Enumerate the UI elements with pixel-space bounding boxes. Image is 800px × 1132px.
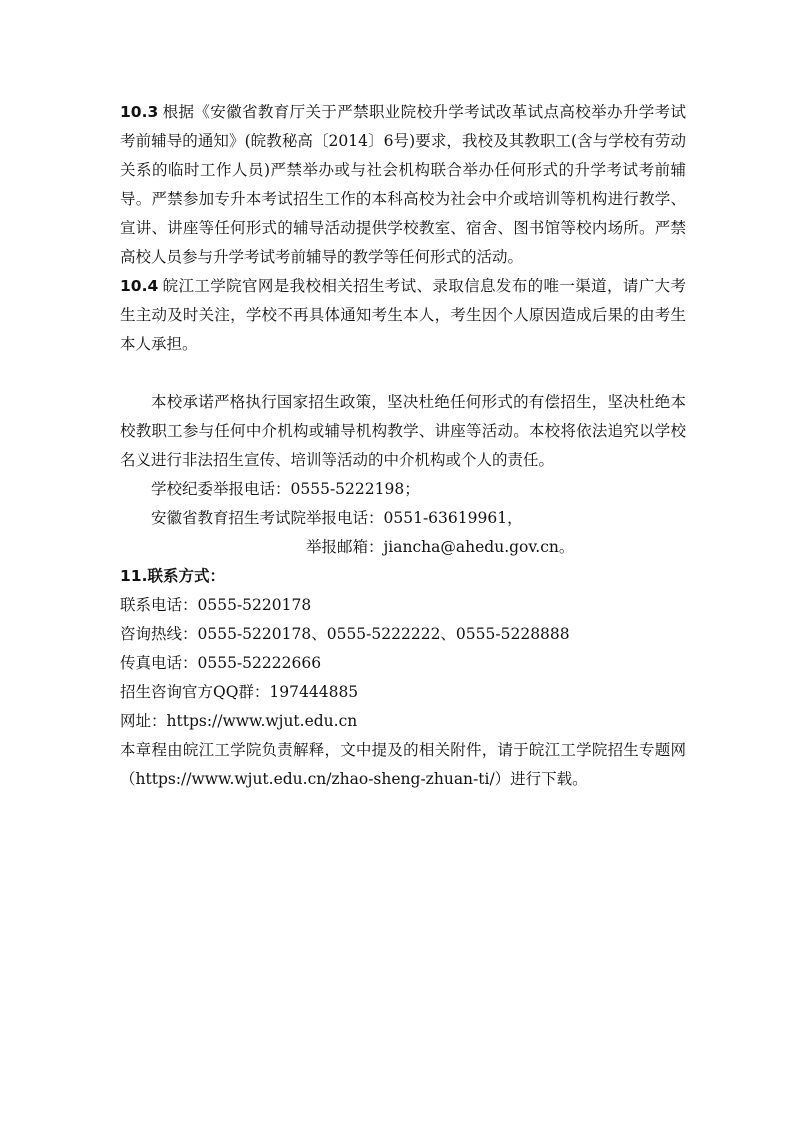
item-number: 10.3 [120, 103, 159, 121]
section-10-4 [120, 272, 686, 359]
item-number: 10.4 [120, 277, 159, 295]
contact-phone: 联系电话：0555-5220178 [120, 596, 312, 614]
contact-hotline: 咨询热线：0555-5220178、0555-5222222、0555-5228888 [120, 625, 570, 643]
item-text: 皖江工学院官网是我校相关招生考试、录取信息发布的唯一渠道，请广大考生主动及时关注，学校不再具体通知考生本人，考生因个人原因造成后果的由考生本人承担。 [120, 277, 686, 353]
document-page [120, 98, 686, 794]
contact-qq-group: 招生咨询官方QQ群：197444885 [120, 683, 359, 701]
item-text: 根据《安徽省教育厅关于严禁职业院校升学考试改革试点高校举办升学考试考前辅导的通知》(皖教秘高〔2014〕6号)要求，我校及其教职工(含与学校有劳动关系的临时工作人员)严禁举办或与社会机构联合举办任何形式的升学考试考前辅导。严禁参加专升本考试招生工作的本科高校为社会中介或培训等机构进行教学、宣讲、讲座等任何形式的辅导活动提供学校教室、宿舍、图书馆等校内场所。严禁高校人员参与升学考试考前辅导的教学等任何形式的活动。 [120, 103, 686, 266]
pledge-paragraph: 本校承诺严格执行国家招生政策，坚决杜绝任何形式的有偿招生，坚决杜绝本校教职工参与任何中介机构或辅导机构教学、讲座等活动。本校将依法追究以学校名义进行非法招生宣传、培训等活动的中介机构或个人的责任。 [120, 393, 686, 469]
contact-fax: 传真电话：0555-52222666 [120, 654, 322, 672]
spacer [120, 359, 686, 388]
report-email: 举报邮箱：jiancha@ahedu.gov.cn。 [306, 538, 575, 556]
contact-website: 网址：https://www.wjut.edu.cn [120, 712, 358, 730]
school-report-hotline: 学校纪委举报电话：0555-5222198； [151, 480, 420, 498]
province-report-hotline: 安徽省教育招生考试院举报电话：0551-63619961， [151, 509, 523, 527]
section-10-3 [120, 98, 686, 272]
contact-heading: 11.联系方式： [120, 567, 225, 585]
closing-note: 本章程由皖江工学院负责解释，文中提及的相关附件，请于皖江工学院招生专题网（https://www.wjut.edu.cn/zhao-sheng-zhuan-ti/）进行下载。 [120, 741, 686, 788]
